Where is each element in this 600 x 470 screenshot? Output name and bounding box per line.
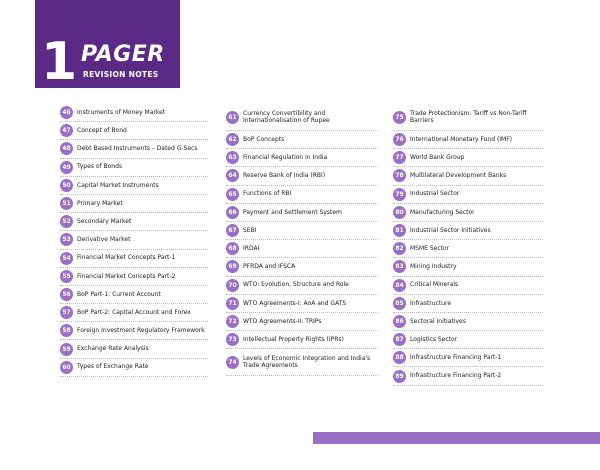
topic-label: Infrastructure: [410, 299, 452, 307]
topic-number-badge: 84: [393, 279, 406, 292]
topic-label: Industrial Sector: [410, 190, 460, 198]
topic-number-badge: 51: [60, 197, 73, 210]
topic-item[interactable]: [226, 331, 378, 349]
topic-item[interactable]: [60, 286, 208, 304]
footer-accent-bar: [313, 432, 600, 444]
topic-number-badge: 55: [60, 270, 73, 283]
topic-label: Manufacturing Sector: [410, 208, 475, 216]
topic-number-badge: 80: [393, 206, 406, 219]
topic-number-badge: 50: [60, 179, 73, 192]
topic-label: Infrastructure Financing Part-2: [410, 372, 502, 380]
topic-item[interactable]: [393, 222, 543, 240]
topic-item[interactable]: [60, 195, 208, 213]
topic-item[interactable]: [226, 277, 378, 295]
topic-item[interactable]: [226, 167, 378, 185]
topic-label: Payment and Settlement System: [243, 208, 342, 216]
topic-item[interactable]: [226, 104, 378, 131]
topic-item[interactable]: [60, 140, 208, 158]
topic-number-badge: 83: [393, 260, 406, 273]
topic-number-badge: 60: [60, 361, 73, 374]
topic-item[interactable]: [393, 349, 543, 367]
topic-label: Trade Protectionism: Tariff vs Non-Tariff Barriers: [410, 109, 527, 124]
logo-number: 1: [41, 32, 76, 92]
topic-label: Multilateral Development Banks: [410, 172, 507, 180]
topic-item[interactable]: [393, 240, 543, 258]
topic-number-badge: 68: [226, 242, 239, 255]
topic-item[interactable]: [226, 240, 378, 258]
topic-item[interactable]: [393, 131, 543, 149]
topic-label: BoP Part-1: Current Account: [77, 290, 161, 298]
topic-label: Instruments of Money Market: [77, 108, 166, 116]
topic-label: WTO: Evolution, Structure and Role: [243, 281, 349, 289]
topic-number-badge: 66: [226, 206, 239, 219]
topic-number-badge: 69: [226, 260, 239, 273]
topic-item[interactable]: [60, 304, 208, 322]
topic-number-badge: 74: [226, 356, 239, 369]
topic-label: World Bank Group: [410, 154, 465, 162]
topic-number-badge: 79: [393, 188, 406, 201]
topic-number-badge: 47: [60, 124, 73, 137]
topic-item[interactable]: [226, 258, 378, 276]
topic-label: Derivative Market: [77, 236, 131, 244]
topic-item[interactable]: [60, 213, 208, 231]
topic-number-badge: 85: [393, 297, 406, 310]
topic-label: Secondary Market: [77, 217, 132, 225]
topic-number-badge: 65: [226, 188, 239, 201]
topic-number-badge: 54: [60, 252, 73, 265]
topic-number-badge: 53: [60, 233, 73, 246]
topic-number-badge: 86: [393, 315, 406, 328]
topic-item[interactable]: [226, 313, 378, 331]
topic-label: Financial Market Concepts Part-1: [77, 254, 176, 262]
topic-item[interactable]: [226, 295, 378, 313]
topic-label: Types of Bonds: [77, 163, 123, 171]
topic-label: Intellectual Property Rights (IPRs): [243, 335, 344, 343]
topic-number-badge: 89: [393, 370, 406, 383]
topic-number-badge: 52: [60, 215, 73, 228]
topic-number-badge: 67: [226, 224, 239, 237]
topic-label: Levels of Economic Integration and India's Trade Agreements: [243, 354, 371, 370]
topic-label: WTO Agreements-I: AoA and GATS: [243, 299, 347, 307]
topic-number-badge: 64: [226, 169, 239, 182]
topic-item[interactable]: [226, 149, 378, 167]
topic-label: Debt Based Instruments – Dated G-Secs: [77, 145, 198, 153]
topic-number-badge: 46: [60, 106, 73, 119]
topic-label: IRDAI: [243, 244, 260, 252]
topic-column-2: [226, 104, 378, 376]
topic-label: MSME Sector: [410, 244, 450, 252]
topic-number-badge: 73: [226, 333, 239, 346]
topic-label: International Monetary Fund (IMF): [410, 135, 513, 143]
topic-item[interactable]: [393, 277, 543, 295]
topic-number-badge: 78: [393, 169, 406, 182]
topic-label: PFRDA and IFSCA: [243, 263, 296, 271]
topic-number-badge: 58: [60, 324, 73, 337]
topic-label: Foreign Investment Regulatory Framework: [77, 327, 205, 335]
topic-number-badge: 77: [393, 151, 406, 164]
topic-item[interactable]: [60, 177, 208, 195]
topic-column-1: [60, 104, 208, 377]
topic-item[interactable]: [226, 186, 378, 204]
topic-number-badge: 59: [60, 343, 73, 356]
topic-label: Financial Regulation in India: [243, 154, 328, 162]
topic-item[interactable]: [226, 204, 378, 222]
topic-item[interactable]: [60, 250, 208, 268]
topic-label: Industrial Sector Initiatives: [410, 226, 491, 234]
topic-number-badge: 75: [393, 111, 406, 124]
topic-label: BoP Part-2: Capital Account and Forex: [77, 308, 191, 316]
topic-item[interactable]: [226, 222, 378, 240]
topic-label: Sectoral Initiatives: [410, 317, 466, 325]
topic-number-badge: 48: [60, 142, 73, 155]
topic-label: Capital Market Instruments: [77, 181, 159, 189]
topic-item[interactable]: [393, 186, 543, 204]
topic-label: Exchange Rate Analysis: [77, 345, 149, 353]
logo-subtitle: REVISION NOTES: [83, 70, 159, 79]
topic-number-badge: 71: [226, 297, 239, 310]
topic-label: Infrastructure Financing Part-1: [410, 354, 502, 362]
topic-item[interactable]: [393, 204, 543, 222]
topic-label: Financial Market Concepts Part-2: [77, 272, 176, 280]
topic-item[interactable]: [393, 313, 543, 331]
topic-number-badge: 72: [226, 315, 239, 328]
topic-label: Mining Industry: [410, 263, 457, 271]
topic-label: Critical Minerals: [410, 281, 459, 289]
topic-item[interactable]: [393, 258, 543, 276]
topic-number-badge: 49: [60, 161, 73, 174]
topic-item[interactable]: [393, 295, 543, 313]
topic-label: Reserve Bank of India (RBI): [243, 172, 326, 180]
topic-number-badge: 70: [226, 279, 239, 292]
topic-item[interactable]: [60, 159, 208, 177]
topic-number-badge: 61: [226, 111, 239, 124]
topic-item[interactable]: [226, 131, 378, 149]
logo-banner: [35, 0, 180, 92]
topic-number-badge: 56: [60, 288, 73, 301]
topic-item[interactable]: [60, 268, 208, 286]
topic-number-badge: 81: [393, 224, 406, 237]
topic-number-badge: 82: [393, 242, 406, 255]
topic-number-badge: 88: [393, 351, 406, 364]
logo-title: PAGER: [81, 42, 165, 67]
topic-label: WTO Agreements-II: TRIPs: [243, 317, 322, 325]
topic-item[interactable]: [60, 104, 208, 122]
topic-label: Functions of RBI: [243, 190, 292, 198]
topic-item[interactable]: [393, 104, 543, 131]
topic-column-3: [393, 104, 543, 386]
topic-item[interactable]: [60, 359, 208, 377]
topic-number-badge: 63: [226, 151, 239, 164]
topic-item[interactable]: [60, 340, 208, 358]
topic-item[interactable]: [393, 367, 543, 385]
topic-item[interactable]: [393, 331, 543, 349]
topic-label: BoP Concepts: [243, 135, 285, 143]
topic-label: Types of Exchange Rate: [77, 363, 149, 371]
topic-item[interactable]: [393, 167, 543, 185]
topic-item[interactable]: [393, 149, 543, 167]
topic-number-badge: 87: [393, 333, 406, 346]
topic-item[interactable]: [60, 231, 208, 249]
topic-label: Primary Market: [77, 199, 123, 207]
topic-number-badge: 62: [226, 133, 239, 146]
topic-label: Currency Convertibility and Internationalisation of Rupee: [243, 109, 330, 124]
topic-label: Logistics Sector: [410, 335, 458, 343]
topic-item[interactable]: [226, 349, 378, 376]
topic-number-badge: 76: [393, 133, 406, 146]
topic-item[interactable]: [60, 122, 208, 140]
topic-item[interactable]: [60, 322, 208, 340]
topic-label: Concept of Bond: [77, 127, 127, 135]
topic-label: SEBI: [243, 226, 257, 234]
topic-number-badge: 57: [60, 306, 73, 319]
